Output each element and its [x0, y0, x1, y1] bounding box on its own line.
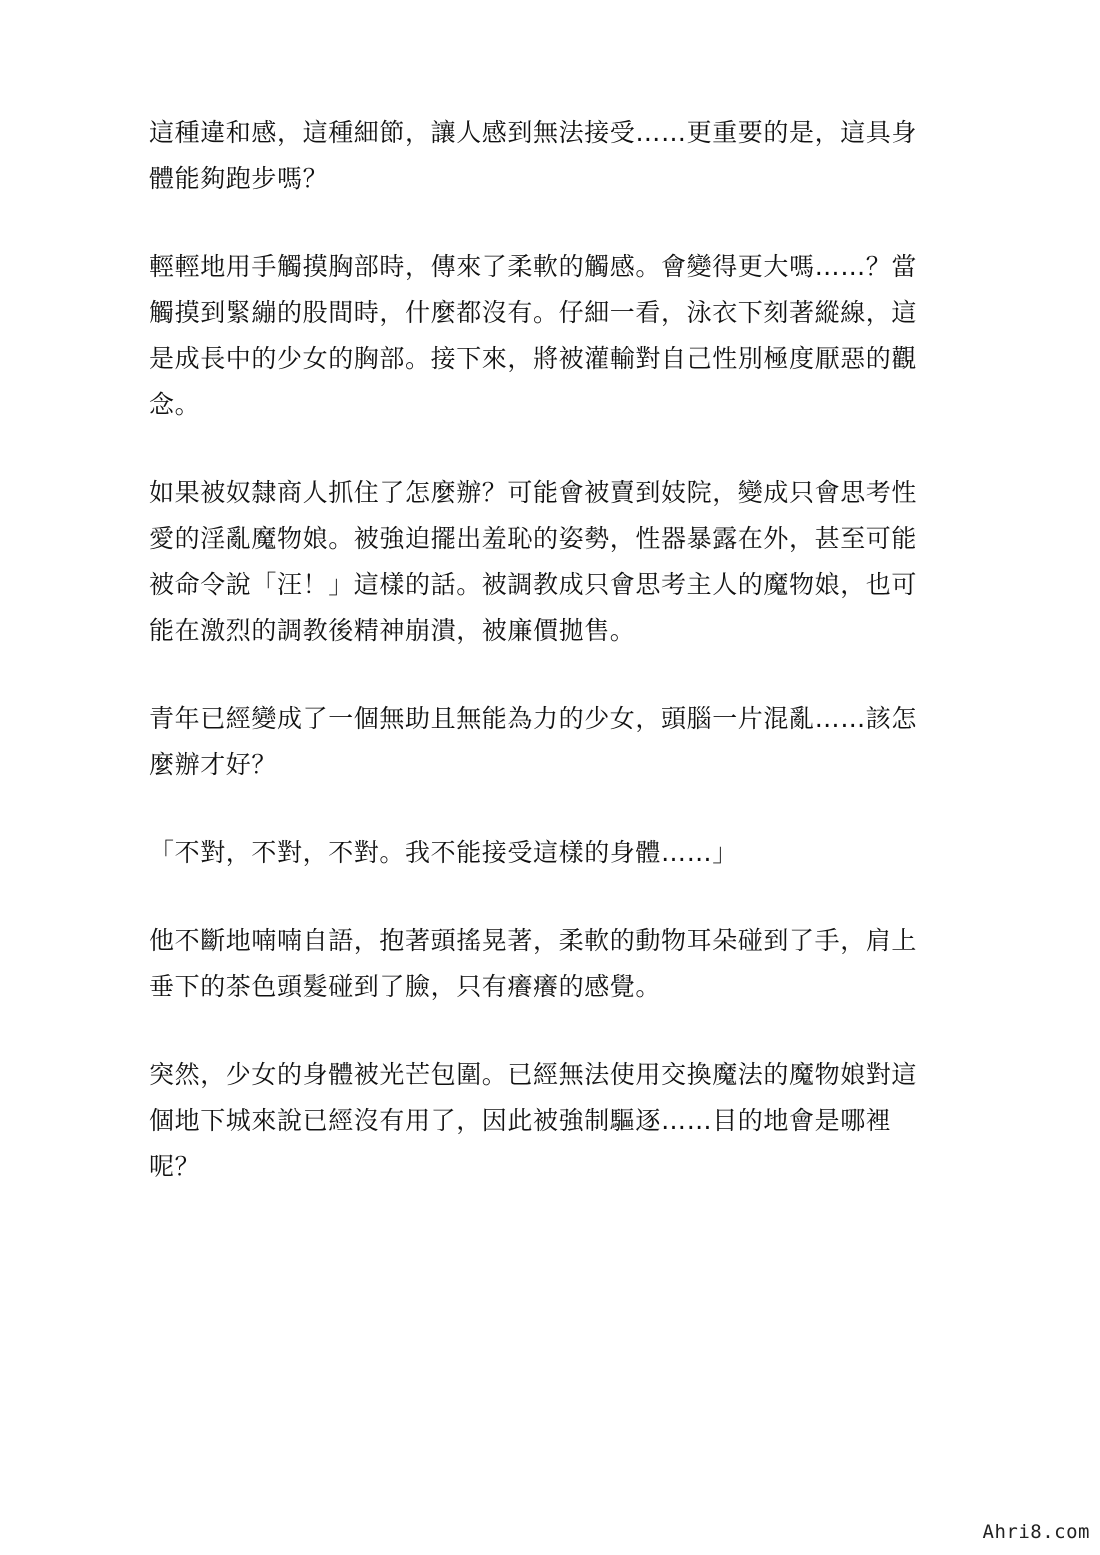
- text-line: 呢？: [149, 1152, 201, 1181]
- watermark: Ahri8.com: [982, 1521, 1090, 1543]
- text-line: 個地下城來說已經沒有用了，因此被強制驅逐……目的地會是哪裡: [149, 1106, 892, 1135]
- paragraph-7: [149, 1052, 939, 1190]
- body-text: [149, 110, 939, 1232]
- paragraph-5: [149, 830, 939, 876]
- text-line: 如果被奴隸商人抓住了怎麼辦？可能會被賣到妓院，變成只會思考性: [149, 478, 918, 507]
- text-line: 愛的淫亂魔物娘。被強迫擺出羞恥的姿勢，性器暴露在外，甚至可能: [149, 524, 918, 553]
- text-line: 麼辦才好？: [149, 750, 278, 779]
- paragraph-1: [149, 110, 939, 202]
- text-line: 青年已經變成了一個無助且無能為力的少女，頭腦一片混亂……該怎: [149, 704, 918, 733]
- text-line: 體能夠跑步嗎？: [149, 164, 329, 193]
- text-line: 突然，少女的身體被光芒包圍。已經無法使用交換魔法的魔物娘對這: [149, 1060, 918, 1089]
- text-line: 他不斷地喃喃自語，抱著頭搖晃著，柔軟的動物耳朵碰到了手，肩上: [149, 926, 918, 955]
- text-line: 能在激烈的調教後精神崩潰，被廉價拋售。: [149, 616, 636, 645]
- text-line: 「不對，不對，不對。我不能接受這樣的身體……」: [149, 838, 738, 867]
- text-line: 是成長中的少女的胸部。接下來，將被灌輸對自己性別極度厭惡的觀: [149, 344, 918, 373]
- paragraph-3: [149, 470, 939, 654]
- text-line: 念。: [149, 390, 201, 419]
- text-line: 垂下的茶色頭髮碰到了臉，只有癢癢的感覺。: [149, 972, 662, 1001]
- paragraph-4: [149, 696, 939, 788]
- paragraph-2: [149, 244, 939, 428]
- text-line: 被命令說「汪！」這樣的話。被調教成只會思考主人的魔物娘，也可: [149, 570, 918, 599]
- text-line: 輕輕地用手觸摸胸部時，傳來了柔軟的觸感。會變得更大嗎……？當: [149, 252, 918, 281]
- text-line: 觸摸到緊繃的股間時，什麼都沒有。仔細一看，泳衣下刻著縱線，這: [149, 298, 918, 327]
- text-line: 這種違和感，這種細節，讓人感到無法接受……更重要的是，這具身: [149, 118, 918, 147]
- paragraph-6: [149, 918, 939, 1010]
